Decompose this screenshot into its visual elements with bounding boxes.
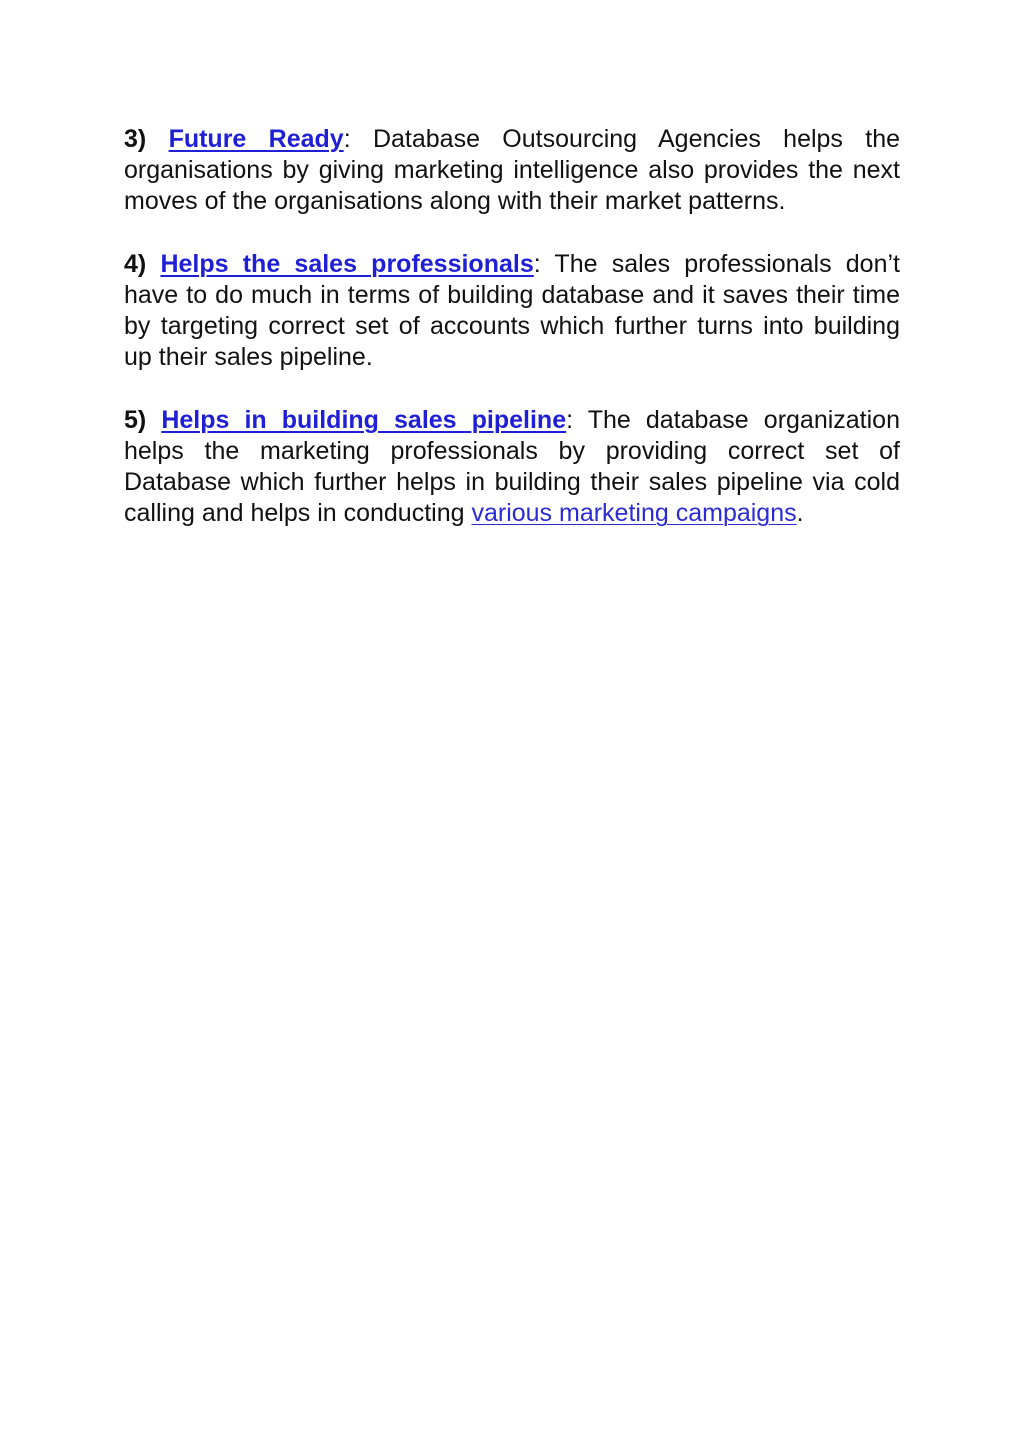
list-item-future-ready xyxy=(124,124,900,217)
sales-pipeline-link[interactable]: Helps in building sales pipeline xyxy=(161,406,567,434)
item-body: : The database organization helps the marketing professionals by providing correct set of Database which further helps in building their sales pipeline via cold calling and helps in conducting xyxy=(124,406,900,527)
item-number: 5) xyxy=(124,406,147,434)
list-item-sales-pipeline xyxy=(124,405,900,529)
item-tail: . xyxy=(796,499,804,527)
future-ready-link[interactable]: Future Ready xyxy=(168,125,344,153)
item-body: : The sales professionals don’t have to do much in terms of building database and it saves their time by targeting correct set of accounts which further turns into building up their sales pipeline. xyxy=(124,250,900,371)
item-number: 3) xyxy=(124,125,147,153)
item-body: : Database Outsourcing Agencies helps the organisations by giving marketing intelligence also provides the next moves of the organisations along with their market patterns. xyxy=(124,125,900,215)
list-item-sales-professionals xyxy=(124,249,900,373)
marketing-campaigns-link[interactable]: various marketing campaigns xyxy=(471,499,797,527)
item-number: 4) xyxy=(124,250,147,278)
document-content xyxy=(124,124,900,561)
sales-professionals-link[interactable]: Helps the sales professionals xyxy=(160,250,534,278)
